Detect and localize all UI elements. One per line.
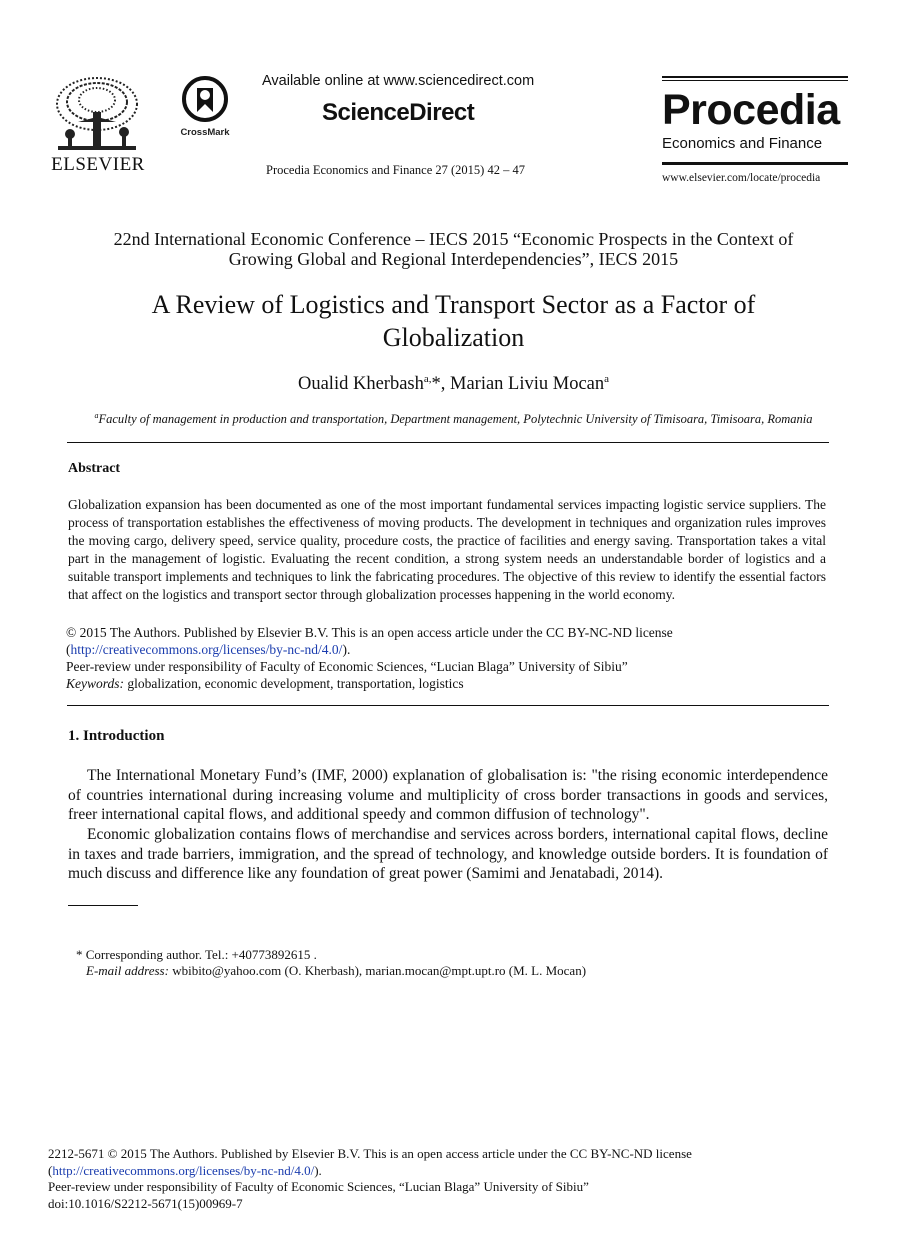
journal-name: Procedia xyxy=(662,86,840,134)
paper-title xyxy=(60,288,847,354)
keywords-line xyxy=(66,675,826,692)
title-line-1: A Review of Logistics and Transport Sector as a Factor of xyxy=(151,290,756,319)
procedia-masthead xyxy=(662,76,848,184)
abstract-body: Globalization expansion has been documented as one of the most important fundamental services impacting logistic service suppliers. The process of transportation establishes the effectiveness of moving products. The development in techniques and organization rules improves the moving cargo, delivery speed, service quality, procedure costs, the practice of facilities and energy saving. Transportation takes a vital part in the management of logistic. Evaluating the recent condition, a strong system needs an understandable border of logistics and a suitable transport implements and techniques to link the fabricating procedures. The objective of this review to identify the essential factors that affect on the logistics and transport sector through globalization processes happening in the world economy. xyxy=(68,497,826,602)
author-2: Marian Liviu Mocan xyxy=(450,374,605,395)
author-separator: , xyxy=(440,374,450,395)
license-line xyxy=(66,641,826,658)
license-paren-open: ( xyxy=(66,642,71,657)
footer-doi[interactable]: doi:10.1016/S2212-5671(15)00969-7 xyxy=(48,1195,243,1211)
footer-issn-line: 2212-5671 © 2015 The Authors. Published by Elsevier B.V. This is an open access article under the CC BY-NC-ND license xyxy=(48,1146,692,1161)
author-1-affil: a, xyxy=(423,373,432,385)
keywords-label: Keywords: xyxy=(66,676,124,691)
affiliation-text: Faculty of management in production and transportation, Department management, Polytechnic University of Timisoara, Timisoara, Romania xyxy=(98,412,813,427)
section-heading-introduction: 1. Introduction xyxy=(68,728,165,744)
footer-peer-review: Peer-review under responsibility of Faculty of Economic Sciences, “Lucian Blaga” University of Sibiu” xyxy=(48,1179,589,1194)
footer-paren-close: ). xyxy=(314,1162,322,1178)
journal-subtitle: Economics and Finance xyxy=(662,135,823,152)
masthead-rule-bottom-thick xyxy=(662,163,848,165)
conference-name xyxy=(60,229,847,269)
footer-license-link[interactable]: http://creativecommons.org/licenses/by-nc-nd/4.0/ xyxy=(52,1162,315,1178)
masthead-rule-top-thin xyxy=(662,80,848,81)
intro-paragraph-2: Economic globalization contains flows of merchandise and services across borders, international capital flows, decline in taxes and trade barriers, immigration, and the spread of technology, and knowledge outside borders. It is foundation of much discuss and difference like any foundation of great power (Samimi and Jenatabadi, 2014). xyxy=(68,826,828,882)
abstract-heading: Abstract xyxy=(68,461,121,476)
peer-review-line: Peer-review under responsibility of Faculty of Economic Sciences, “Lucian Blaga” University of Sibiu” xyxy=(66,659,628,674)
footnote xyxy=(76,947,586,979)
license-paren-close: ). xyxy=(342,642,351,657)
page-footer xyxy=(48,1146,692,1212)
keywords-text: globalization, economic development, transportation, logistics xyxy=(124,676,464,691)
divider-bottom xyxy=(67,705,829,706)
journal-url[interactable]: www.elsevier.com/locate/procedia xyxy=(662,172,821,184)
elsevier-tree-icon xyxy=(48,74,146,156)
author-1: Oualid Kherbash xyxy=(297,374,424,395)
crossmark-icon xyxy=(182,76,228,122)
footer-paren-open: ( xyxy=(48,1162,53,1178)
license-link[interactable]: http://creativecommons.org/licenses/by-nc-nd/4.0/ xyxy=(70,642,343,657)
article-meta xyxy=(66,624,826,692)
sciencedirect-brand: ScienceDirect xyxy=(322,99,475,126)
footnote-rule xyxy=(68,905,138,906)
crossmark-badge[interactable] xyxy=(176,76,234,138)
email-label: E-mail address: xyxy=(86,963,169,978)
author-list xyxy=(60,373,847,395)
affiliation-mark: a xyxy=(94,411,99,420)
corresponding-mark[interactable]: * xyxy=(431,374,441,395)
conference-line-2: Growing Global and Regional Interdependencies”, IECS 2015 xyxy=(228,249,679,269)
footer-license-line xyxy=(48,1163,692,1180)
journal-reference: Procedia Economics and Finance 27 (2015) 42 – 47 xyxy=(266,163,525,177)
crossmark-label: CrossMark xyxy=(180,127,230,138)
footnote-corresponding: * Corresponding author. Tel.: +40773892615 . xyxy=(76,947,317,962)
masthead-rule-top xyxy=(662,76,848,78)
affiliation xyxy=(60,411,847,427)
author-2-affil: a xyxy=(604,373,610,385)
elsevier-logo xyxy=(48,74,148,178)
conference-line-1: 22nd International Economic Conference – IECS 2015 “Economic Prospects in the Context of xyxy=(113,229,794,249)
email-text[interactable]: wbibito@yahoo.com (O. Kherbash), marian.mocan@mpt.upt.ro (M. L. Mocan) xyxy=(168,963,587,978)
copyright-line: © 2015 The Authors. Published by Elsevier B.V. This is an open access article under the CC BY-NC-ND license xyxy=(66,625,673,640)
footnote-email xyxy=(76,963,586,979)
divider-top xyxy=(67,442,829,443)
title-line-2: Globalization xyxy=(382,323,525,352)
publisher-name: ELSEVIER xyxy=(51,154,145,175)
available-online: Available online at www.sciencedirect.com xyxy=(262,73,535,89)
intro-paragraph-1: The International Monetary Fund’s (IMF, 2000) explanation of globalisation is: "the rising economic interdependence of countries international during increasing volume and multiplicity of cross border transactions in goods and services, freer international capital flows, and additional speedy and common diffusion of technology". xyxy=(68,767,828,823)
